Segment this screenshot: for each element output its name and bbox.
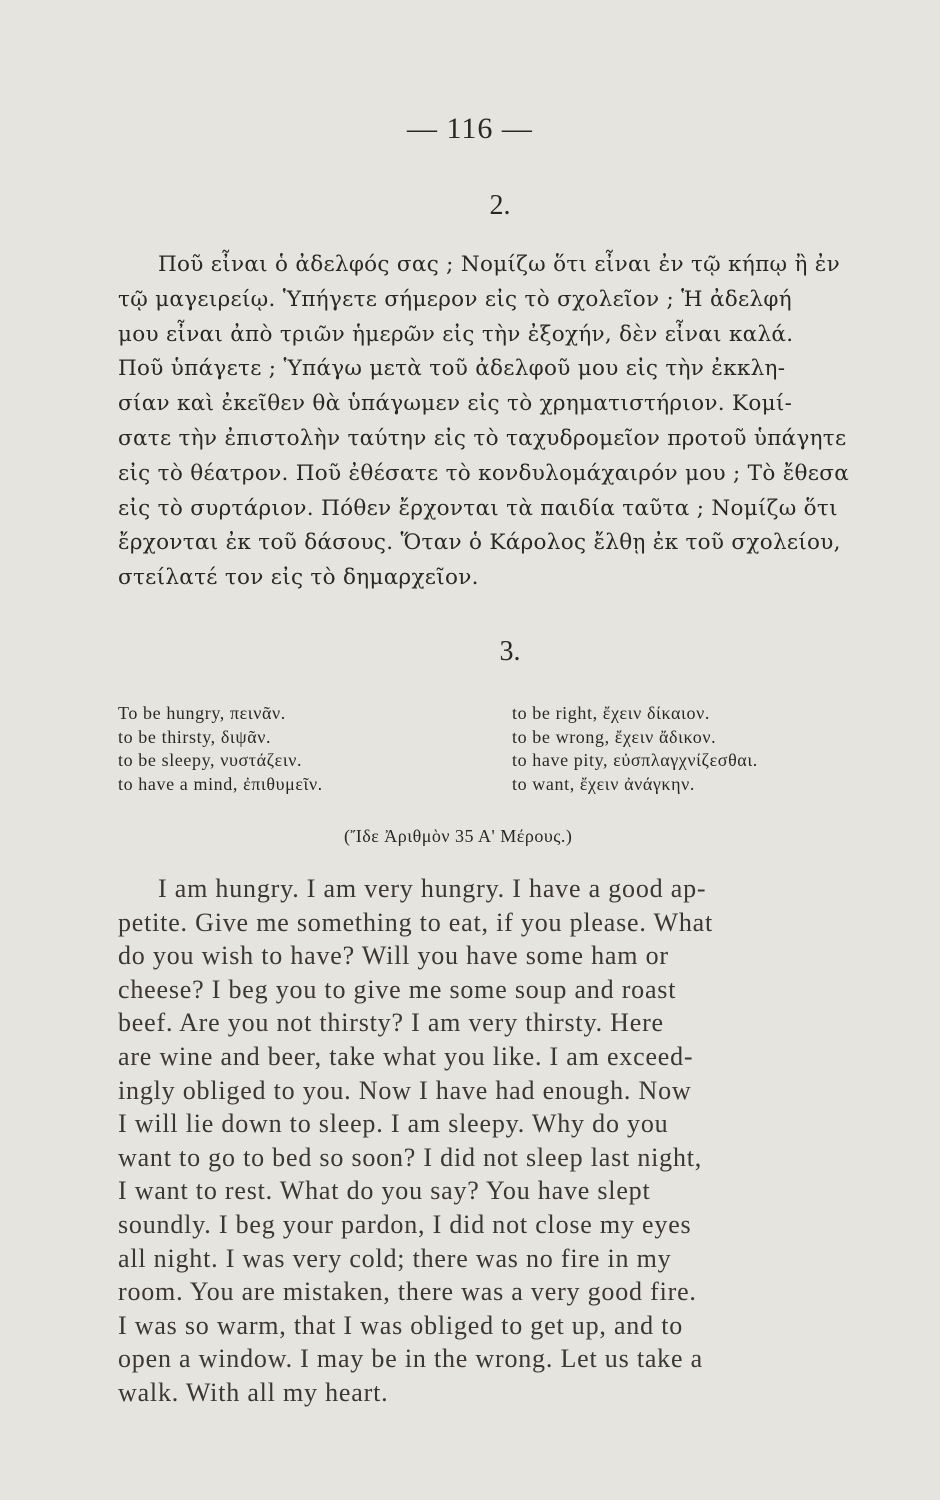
vocabulary-item: to be sleepy, νυστάζειν. xyxy=(118,750,303,770)
text-line: open a window. I may be in the wrong. Let us take a xyxy=(118,1344,703,1374)
vocabulary-item: to have pity, εὐσπλαγχνίζεσθαι. xyxy=(512,750,758,770)
text-line: do you wish to have? Will you have some ham or xyxy=(118,941,669,971)
text-line: σίαν καὶ ἐκεῖθεν θὰ ὑπάγωμεν εἰς τὸ χρηματιστήριον. Κομί- xyxy=(118,391,793,417)
text-line: all night. I was very cold; there was no fire in my xyxy=(118,1243,672,1273)
vocabulary-list-left xyxy=(118,702,323,796)
text-line: σατε τὴν ἐπιστολὴν ταύτην εἰς τὸ ταχυδρομεῖον πρoτοῦ ὑπάγητε xyxy=(118,425,847,451)
vocabulary-item: to want, ἔχειν ἀνάγκην. xyxy=(512,773,695,794)
text-line: Ποῦ εἶναι ὁ ἀδελφός σας ; Νομίζω ὅτι εἶναι ἐν τῷ κήπῳ ἢ ἐν xyxy=(158,252,840,277)
english-exercise-paragraph xyxy=(118,872,918,1410)
text-line: room. You are mistaken, there was a very good fire. xyxy=(118,1277,697,1307)
cross-reference: (Ἴδε Ἀριθμὸν 35 Α' Μέρους.) xyxy=(344,826,573,846)
text-line: ingly obliged to you. Now I have had enough. Now xyxy=(118,1075,692,1105)
vocabulary-item: to have a mind, ἐπιθυμεῖν. xyxy=(118,773,323,794)
text-line: μου εἶναι ἀπὸ τριῶν ἡμερῶν εἰς τὴν ἐξοχήν, δὲν εἶναι καλά. xyxy=(118,321,794,347)
text-line: Ποῦ ὑπάγετε ; Ὑπάγω μετὰ τοῦ ἀδελφοῦ μου εἰς τὴν ἐκκλη- xyxy=(118,356,786,382)
text-line: beef. Are you not thirsty? I am very thirsty. Here xyxy=(118,1008,664,1038)
vocabulary-item: to be wrong, ἔχειν ἄδικον. xyxy=(512,726,717,747)
text-line: ἔρχονται ἐκ τοῦ δάσους. Ὅταν ὁ Κάρολος ἔλθῃ ἐκ τοῦ σχολείου, xyxy=(118,530,841,556)
text-line: τῷ μαγειρείῳ. Ὑπήγετε σήμερον εἰς τὸ σχολεῖον ; Ἡ ἀδελφή xyxy=(118,286,792,312)
text-line: στείλατέ τον εἰς τὸ δημαρχεῖον. xyxy=(118,565,479,591)
text-line: εἰς τὸ συρτάριον. Πόθεν ἔρχονται τὰ παιδία ταῦτα ; Νομίζω ὅτι xyxy=(118,495,838,521)
section-3-heading: 3. xyxy=(499,636,521,667)
page-number: — 116 — xyxy=(407,112,533,145)
greek-exercise-paragraph xyxy=(118,248,910,596)
text-line: I am hungry. I am very hungry. I have a good ap- xyxy=(158,874,707,903)
text-line: cheese? I beg you to give me some soup and roast xyxy=(118,974,677,1004)
text-line: εἰς τὸ θέατρον. Ποῦ ἐθέσατε τὸ κονδυλομάχαιρόν μου ; Τὸ ἔθεσα xyxy=(118,460,850,486)
text-line: want to go to bed so soon? I did not sleep last night, xyxy=(118,1142,703,1172)
text-line: I will lie down to sleep. I am sleepy. Why do you xyxy=(118,1109,669,1139)
text-line: walk. With all my heart. xyxy=(118,1377,389,1407)
vocabulary-item: to be right, ἔχειν δίκαιον. xyxy=(512,703,710,723)
text-line: I want to rest. What do you say? You have slept xyxy=(118,1176,651,1206)
text-line: are wine and beer, take what you like. I am exceed- xyxy=(118,1041,694,1071)
text-line: soundly. I beg your pardon, I did not close my eyes xyxy=(118,1209,692,1239)
vocabulary-item: to be thirsty, διψᾶν. xyxy=(118,726,272,747)
text-line: petite. Give me something to eat, if you please. What xyxy=(118,907,713,937)
text-line: I was so warm, that I was obliged to get up, and to xyxy=(118,1310,684,1340)
section-2-heading: 2. xyxy=(489,190,511,221)
vocabulary-item: To be hungry, πεινᾶν. xyxy=(118,703,286,723)
vocabulary-list-right xyxy=(512,702,758,796)
